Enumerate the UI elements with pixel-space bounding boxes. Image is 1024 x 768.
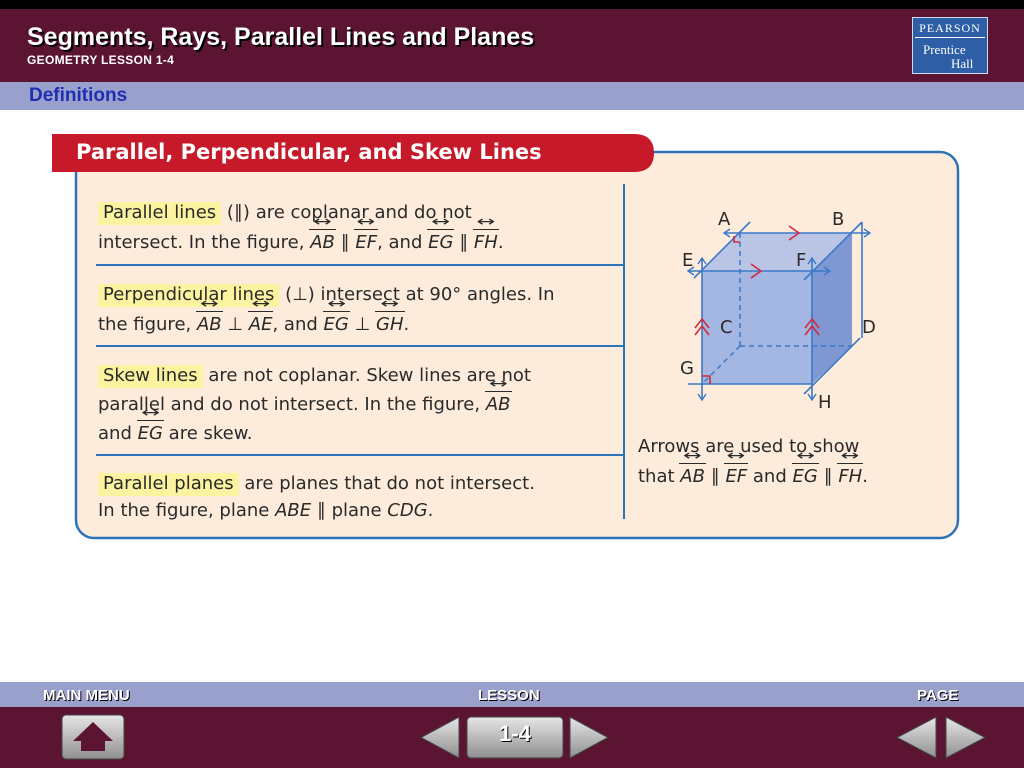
home-button[interactable] — [62, 715, 124, 759]
figure-caption-line1: Arrows are used to show — [638, 436, 860, 457]
banner-title: Parallel, Perpendicular, and Skew Lines — [76, 140, 542, 164]
skew-text-4: are skew. — [168, 423, 253, 444]
parallel-def-line1 — [98, 198, 472, 227]
and-text: , and — [272, 314, 318, 335]
section-label: Definitions — [29, 85, 128, 106]
logo-line3: Hall — [951, 56, 974, 71]
lesson-subtitle: GEOMETRY LESSON 1-4 — [27, 53, 175, 67]
vertex-label-g: G — [680, 358, 694, 379]
logo-rule — [915, 37, 985, 38]
logo-line1: PEARSON — [919, 21, 981, 35]
caption-and: and — [752, 466, 787, 487]
parallel-op-2: ∥ — [459, 232, 469, 253]
term-parallel-lines: Parallel lines — [98, 202, 221, 225]
planes-text-1: are planes that do not intersect. — [244, 473, 535, 494]
plane-abe-label: ABE — [275, 500, 312, 521]
line-fh-label: FH ↔ — [474, 228, 498, 257]
line-gh-label: GH ↔ — [376, 310, 403, 339]
line-eg-label: EG ↔ — [428, 228, 453, 257]
parallel-op: ∥ — [340, 232, 350, 253]
line-ab-label: AB ↔ — [680, 462, 705, 491]
footer — [0, 682, 1024, 768]
pearson-logo — [912, 17, 988, 74]
plane-cdg-label: CDG — [387, 500, 428, 521]
banner-edge — [52, 134, 60, 172]
lesson-prev-button[interactable] — [421, 717, 459, 758]
vertex-label-a: A — [718, 209, 731, 230]
vertex-label-h: H — [818, 392, 832, 413]
figure-caption-line2 — [638, 462, 868, 491]
parallel-text-2: intersect. In the figure, — [98, 232, 305, 253]
planes-def-line2 — [98, 496, 433, 525]
line-fh-label: FH ↔ — [838, 462, 862, 491]
term-skew-lines: Skew lines — [98, 365, 203, 388]
parallel-def-line2 — [98, 228, 504, 257]
term-parallel-planes: Parallel planes — [98, 473, 239, 496]
line-eg-label: EG ↔ — [793, 462, 818, 491]
period: . — [497, 232, 504, 253]
lesson-next-button[interactable] — [570, 717, 608, 758]
perp-op-2: ⊥ — [354, 314, 371, 335]
period: . — [427, 500, 434, 521]
main-menu-label[interactable]: MAIN MENU — [43, 687, 130, 704]
parallel-op: ∥ — [710, 466, 720, 487]
and-text: , and — [377, 232, 423, 253]
vertex-label-f: F — [796, 250, 807, 271]
lesson-number[interactable]: 1-4 — [499, 721, 531, 746]
perpendicular-def-line2 — [98, 310, 409, 339]
line-ef-label: EF ↔ — [355, 228, 377, 257]
page-label: PAGE — [917, 687, 959, 704]
line-ae-label: AE ↔ — [249, 310, 273, 339]
logo-line2: Prentice — [923, 42, 966, 57]
skew-def-line3 — [98, 419, 253, 448]
parallel-op-2: ∥ — [823, 466, 833, 487]
parallel-symbol: (∥) — [226, 202, 250, 223]
period: . — [403, 314, 410, 335]
page-title: Segments, Rays, Parallel Lines and Planes — [27, 23, 535, 51]
page-prev-button[interactable] — [897, 717, 936, 758]
perpendicular-text-1: (⊥) intersect at 90° angles. In — [285, 284, 555, 305]
header-bar — [0, 9, 1024, 82]
skew-def-line1 — [98, 361, 531, 390]
vertex-label-e: E — [682, 250, 694, 271]
perpendicular-text-2: the figure, — [98, 314, 192, 335]
skew-text-2: parallel and do not intersect. In the figure, — [98, 394, 481, 415]
definitions-panel — [52, 128, 970, 554]
lesson-label: LESSON — [478, 687, 540, 704]
caption-that: that — [638, 466, 675, 487]
skew-text-3: and — [98, 423, 132, 444]
planes-text-2: In the figure, plane — [98, 500, 270, 521]
top-edge — [0, 0, 1024, 9]
line-ab-label: AB ↔ — [197, 310, 222, 339]
period: . — [862, 466, 868, 487]
planes-def-line1 — [98, 469, 535, 498]
perp-op: ⊥ — [227, 314, 244, 335]
line-eg-label: EG ↔ — [138, 419, 163, 448]
planes-text-3: plane — [331, 500, 382, 521]
parallel-op: ∥ — [316, 500, 326, 521]
page-next-button[interactable] — [946, 717, 985, 758]
line-eg-label: EG ↔ — [324, 310, 349, 339]
term-perpendicular-lines: Perpendicular lines — [98, 284, 279, 307]
vertex-label-b: B — [832, 209, 845, 230]
line-ab-label: AB ↔ — [486, 390, 511, 419]
vertex-label-d: D — [862, 317, 876, 338]
vertex-label-c: C — [720, 317, 733, 338]
parallel-text-1: are coplanar and do not — [255, 202, 472, 223]
skew-text-1: are not coplanar. Skew lines are not — [208, 365, 531, 386]
line-ef-label: EF ↔ — [725, 462, 747, 491]
line-ab-label: AB ↔ — [310, 228, 335, 257]
section-bar — [0, 82, 1024, 110]
